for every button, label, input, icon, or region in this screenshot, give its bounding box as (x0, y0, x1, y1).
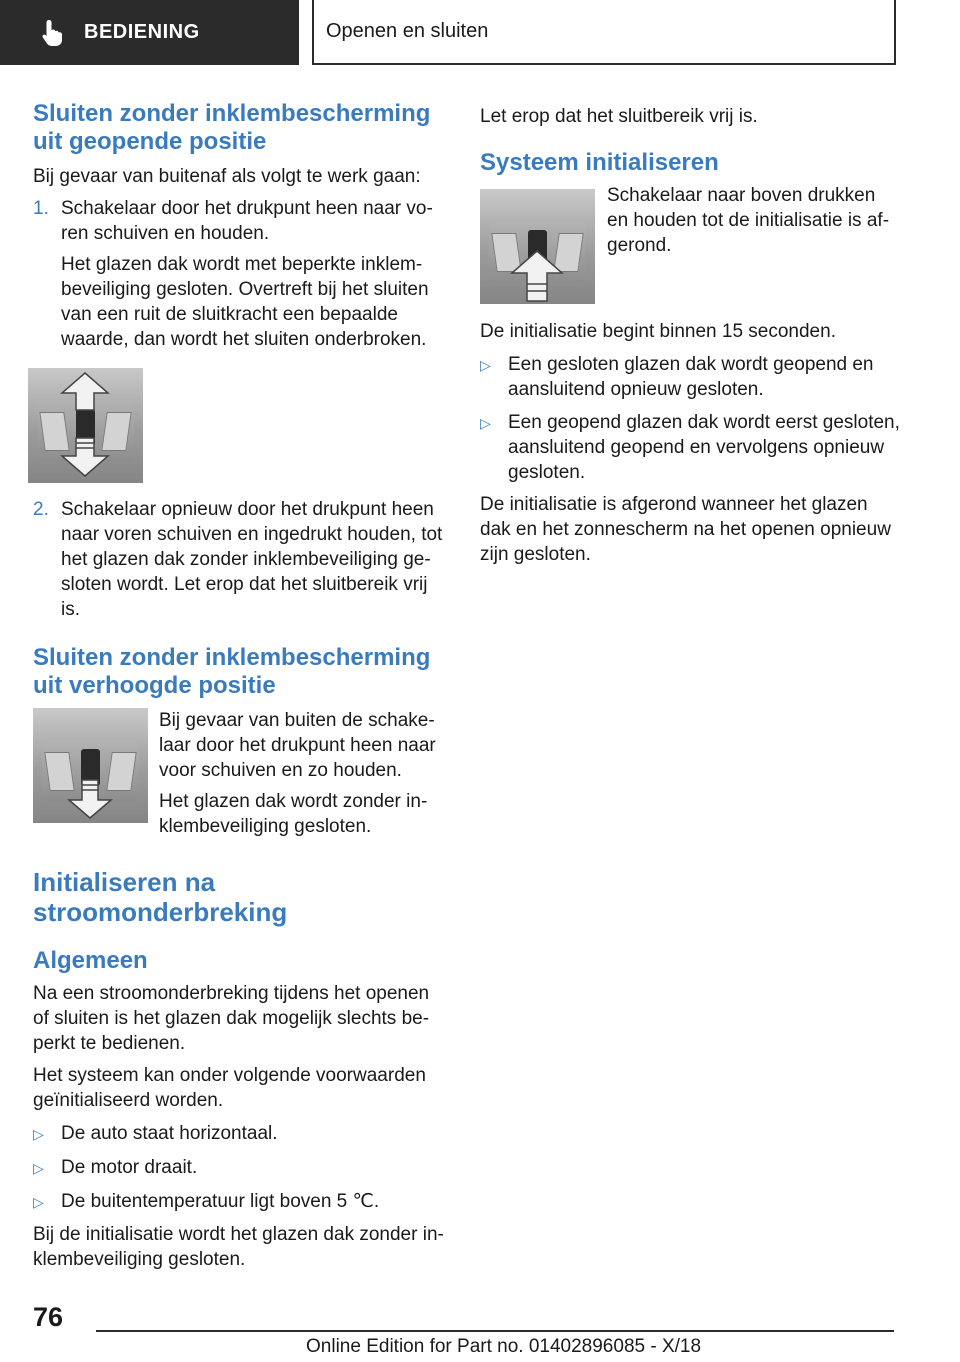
list-item: ▷ De auto staat horizontaal. (33, 1121, 448, 1147)
raised-block (33, 708, 448, 839)
down-arrow-icon (33, 708, 148, 823)
intro-text: Bij gevaar van buitenaf als volgt te werk gaan: (33, 166, 421, 187)
step-1 (33, 196, 448, 352)
system-init-text: Schakelaar naar boven drukken en houden tot de initialisatie is afgerond. (607, 185, 890, 256)
heading-system-init: Systeem initialiseren (480, 149, 719, 176)
footer-divider (96, 1330, 894, 1332)
step-text: Schakelaar opnieuw door het drukpunt heen naar voren schuiven en ingedrukt houden, tot het glazen dak zonder inklembeveiliging gesloten wordt. Let erop dat het sluitbereik vrij is. (61, 499, 443, 620)
heading-init-after-power-loss: Initialiseren na stroomonderbreking (33, 867, 288, 927)
general-text: Het systeem kan onder volgende voorwaarden geïnitialiseerd worden. (33, 1065, 426, 1111)
triangle-bullet-icon: ▷ (33, 1194, 44, 1210)
right-column (480, 100, 900, 567)
step-number: 1. (33, 198, 49, 219)
switch-illustration-push-up (480, 189, 595, 304)
triangle-bullet-icon: ▷ (33, 1126, 44, 1142)
heading-close-from-open: Sluiten zonder inklembescherming uit geopende positie (33, 100, 431, 155)
list-item: ▷ Een geopend glazen dak wordt eerst gesloten, aansluitend geopend en vervolgens opnieuw gesloten. (480, 412, 900, 483)
step-text: Schakelaar door het drukpunt heen naar voren schuiven en houden. (61, 198, 433, 244)
left-column (33, 100, 448, 1272)
init-done-text: De initialisatie is afgerond wanneer het glazen dak en het zonnescherm na het openen opnieuw zijn gesloten. (480, 494, 891, 565)
chapter-title: Openen en sluiten (326, 20, 489, 42)
general-text: Na een stroomonderbreking tijdens het openen of sluiten is het glazen dak mogelijk slechts beperkt te bedienen. (33, 983, 430, 1054)
system-init-block (480, 185, 900, 304)
list-item: ▷ Een gesloten glazen dak wordt geopend en aansluitend opnieuw gesloten. (480, 354, 874, 400)
list-item: ▷ De motor draait. (33, 1155, 448, 1181)
step-2 (33, 497, 448, 622)
switch-illustration-up-down (28, 368, 143, 483)
general-text: Bij de initialisatie wordt het glazen dak zonder inklembeveiliging gesloten. (33, 1224, 444, 1270)
heading-close-from-raised: Sluiten zonder inklembescherming uit verhoogde positie (33, 644, 431, 699)
list-item: ▷ De buitentemperatuur ligt boven 5 ℃. (33, 1189, 448, 1215)
double-arrow-icon (28, 368, 143, 483)
init-start-text: De initialisatie begint binnen 15 seconden. (480, 321, 836, 342)
intro-text: Let erop dat het sluitbereik vrij is. (480, 106, 758, 127)
chapter-tab (312, 0, 896, 65)
section-title: BEDIENING (84, 21, 200, 43)
heading-general: Algemeen (33, 947, 148, 974)
raised-text: Bij gevaar van buiten de schakelaar door het drukpunt heen naar voor schuiven en zo houden. (159, 710, 436, 781)
step-number: 2. (33, 499, 49, 520)
triangle-bullet-icon: ▷ (33, 1160, 44, 1176)
page-number: 76 (33, 1302, 64, 1332)
up-arrow-icon (480, 189, 595, 304)
switch-illustration-pull (33, 708, 148, 823)
triangle-bullet-icon: ▷ (480, 415, 491, 431)
raised-text: Het glazen dak wordt zonder inklembeveiliging gesloten. (159, 791, 428, 837)
section-tab (0, 0, 299, 65)
edition-footer: Online Edition for Part no. 01402896085 - X/18 (306, 1336, 702, 1357)
step-text: Het glazen dak wordt met beperkte inklembeveiliging gesloten. Overtreft bij het sluiten van een ruit de sluitkracht een bepaalde waarde, dan wordt het sluiten onderbroken. (61, 254, 429, 350)
triangle-bullet-icon: ▷ (480, 357, 491, 373)
pointing-hand-icon (36, 16, 70, 50)
